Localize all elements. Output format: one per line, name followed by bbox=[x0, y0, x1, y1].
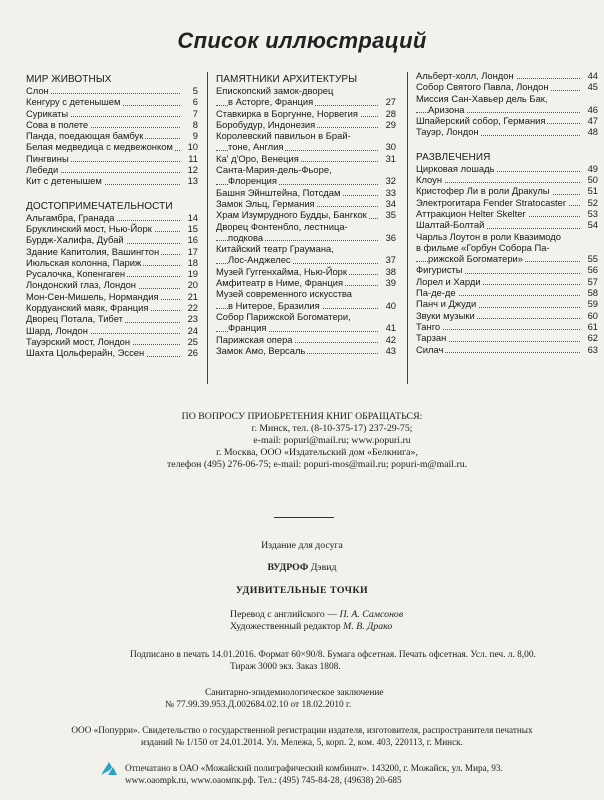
page-number: 14 bbox=[187, 211, 198, 223]
list-item bbox=[216, 119, 396, 130]
list-item-line bbox=[216, 153, 396, 164]
page-number: 45 bbox=[587, 81, 598, 93]
page-number: 29 bbox=[385, 118, 396, 130]
edition-label: Издание для досуга bbox=[261, 540, 343, 551]
list-item-line bbox=[26, 96, 198, 107]
list-item bbox=[216, 187, 396, 198]
page-number: 54 bbox=[587, 219, 598, 231]
list-item-text: Сурикаты bbox=[26, 107, 69, 119]
list-item-line bbox=[416, 287, 598, 298]
list-item-line bbox=[26, 164, 198, 175]
credits bbox=[230, 609, 590, 633]
page-number: 57 bbox=[587, 275, 598, 287]
page-number: 12 bbox=[187, 164, 198, 176]
page-number: 38 bbox=[385, 265, 396, 277]
list-item-text: Парижская опера bbox=[216, 333, 293, 345]
list-item-line bbox=[416, 163, 598, 174]
list-item-text: Дворец Потала, Тибет bbox=[26, 313, 123, 325]
page-number: 35 bbox=[385, 209, 396, 221]
list-item bbox=[216, 334, 396, 345]
list-item-text: в Асторге, Франция bbox=[228, 96, 314, 108]
page-number: 10 bbox=[187, 141, 198, 153]
print-line-2: Тираж 3000 экз. Заказ 1808. bbox=[230, 662, 341, 672]
list-item-line bbox=[416, 276, 598, 287]
page-number: 25 bbox=[187, 335, 198, 347]
list-item-text: Июльская колонна, Париж bbox=[26, 256, 142, 268]
list-item bbox=[416, 231, 598, 265]
list-item-line bbox=[416, 344, 598, 355]
page-number: 21 bbox=[187, 290, 198, 302]
list-item-text: Музей современного искусства bbox=[216, 288, 352, 300]
section-heading: РАЗВЛЕЧЕНИЯ bbox=[416, 151, 491, 163]
list-item-text: Шахта Цольферайн, Эссен bbox=[26, 347, 145, 359]
page-number: 50 bbox=[587, 174, 598, 186]
list-item bbox=[216, 164, 396, 187]
list-item-line bbox=[26, 336, 198, 347]
author bbox=[0, 562, 604, 574]
list-item bbox=[416, 70, 598, 81]
list-item-text: Чарльз Лоутон в роли Квазимодо bbox=[416, 230, 561, 242]
page-number: 40 bbox=[385, 299, 396, 311]
list-item bbox=[216, 153, 396, 164]
translation-label: Перевод с английского — bbox=[230, 609, 337, 620]
sanitary-line-1: Санитарно-эпидемиологическое заключение bbox=[205, 688, 384, 698]
page-number: 55 bbox=[587, 253, 598, 265]
list-item bbox=[416, 126, 598, 137]
list-item-text: Лондонский глаз, Лондон bbox=[26, 279, 136, 291]
section-architecture-cont bbox=[416, 70, 598, 138]
order-info bbox=[0, 411, 604, 471]
list-item-text: Флоренция bbox=[228, 175, 277, 187]
page-number: 43 bbox=[385, 344, 396, 356]
column-2 bbox=[216, 70, 396, 388]
list-item-text: Башня Эйнштейна, Потсдам bbox=[216, 186, 341, 198]
list-item bbox=[416, 185, 598, 196]
list-item-line bbox=[26, 268, 198, 279]
page-number: 33 bbox=[385, 186, 396, 198]
page-number: 16 bbox=[187, 234, 198, 246]
list-item-text: Бурдж-Халифа, Дубай bbox=[26, 234, 124, 246]
printer-line-2: www.oaompk.ru, www.оаомпк.рф. Тел.: (495) 745-84-28, (49638) 20-685 bbox=[125, 775, 402, 785]
list-item-line bbox=[416, 332, 598, 343]
page-number: 32 bbox=[385, 175, 396, 187]
list-item-line bbox=[416, 208, 598, 219]
list-item bbox=[26, 302, 198, 313]
list-item-text: Белая медведица с медвежонком bbox=[26, 141, 173, 153]
list-item-line bbox=[416, 104, 598, 115]
list-item bbox=[416, 219, 598, 230]
moscow-contact: г. Москва, ООО «Издательский дом «Белкнига», bbox=[216, 447, 418, 458]
list-item-line bbox=[26, 175, 198, 186]
page-number: 47 bbox=[587, 115, 598, 127]
list-item bbox=[216, 85, 396, 108]
list-item bbox=[216, 209, 396, 220]
list-item-line bbox=[416, 174, 598, 185]
list-item-text: Замок Эльц, Германия bbox=[216, 197, 315, 209]
list-item-text: Лос-Анджелес bbox=[228, 254, 291, 266]
list-item bbox=[26, 234, 198, 245]
list-item-text: Храм Изумрудного Будды, Бангкок bbox=[216, 209, 367, 221]
list-item-text: Китайский театр Граумана, bbox=[216, 243, 334, 255]
translation-credit bbox=[230, 609, 590, 621]
list-item-line bbox=[216, 187, 396, 198]
page-number: 5 bbox=[192, 85, 198, 96]
list-item-line bbox=[26, 291, 198, 302]
list-item-text: Панч и Джуди bbox=[416, 298, 477, 310]
editor: М. В. Драко bbox=[343, 621, 393, 632]
page-number: 6 bbox=[192, 96, 198, 108]
list-item-text: в фильме «Горбун Собора Па- bbox=[416, 241, 550, 253]
list-item-line bbox=[216, 209, 396, 220]
column-3 bbox=[416, 70, 598, 388]
list-item-text: Боробудур, Индонезия bbox=[216, 118, 316, 130]
list-item-line bbox=[26, 257, 198, 268]
list-item-line bbox=[26, 246, 198, 257]
divider bbox=[274, 517, 334, 518]
list-item-line bbox=[216, 198, 396, 209]
page-number: 22 bbox=[187, 302, 198, 314]
list-item-text: в Нитерое, Бразилия bbox=[228, 299, 320, 311]
page-number: 15 bbox=[187, 222, 198, 234]
page-number: 28 bbox=[385, 107, 396, 119]
list-item-text: Музей Гуггенхайма, Нью-Йорк bbox=[216, 265, 347, 277]
page-number: 13 bbox=[187, 175, 198, 187]
list-item-text: Пингвины bbox=[26, 152, 69, 164]
list-item-text: Ка' д'Оро, Венеция bbox=[216, 152, 299, 164]
page-number: 26 bbox=[187, 347, 198, 359]
book-title: УДИВИТЕЛЬНЫЕ ТОЧКИ bbox=[235, 585, 369, 596]
list-item bbox=[26, 313, 198, 324]
list-item-line bbox=[216, 334, 396, 345]
list-item-text: Цирковая лошадь bbox=[416, 162, 495, 174]
list-item bbox=[26, 336, 198, 347]
list-item bbox=[26, 279, 198, 290]
list-item-text: Здание Капитолия, Вашингтон bbox=[26, 245, 160, 257]
page-number: 8 bbox=[192, 118, 198, 130]
list-item-line bbox=[416, 310, 598, 321]
section-landmarks bbox=[26, 212, 198, 359]
list-item bbox=[26, 175, 198, 186]
list-item bbox=[216, 345, 396, 356]
list-item bbox=[416, 174, 598, 185]
list-item bbox=[416, 321, 598, 332]
section-heading: МИР ЖИВОТНЫХ bbox=[26, 74, 112, 85]
list-item-text: Собор Святого Павла, Лондон bbox=[416, 81, 549, 93]
list-item bbox=[26, 246, 198, 257]
list-item-text: Танго bbox=[416, 320, 441, 332]
page-number: 17 bbox=[187, 245, 198, 257]
list-item-text: Кит с детенышем bbox=[26, 175, 102, 187]
list-item bbox=[26, 96, 198, 107]
list-item bbox=[416, 163, 598, 174]
list-item-text: Бруклинский мост, Нью-Йорк bbox=[26, 222, 152, 234]
list-item-text: подкова bbox=[228, 231, 264, 243]
list-item-text: Фигуристы bbox=[416, 264, 463, 276]
list-item-line bbox=[216, 254, 396, 265]
list-item bbox=[26, 325, 198, 336]
minsk-contact: г. Минск, тел. (8-10-375-17) 237-29-75; bbox=[251, 423, 413, 434]
list-item-line bbox=[26, 141, 198, 152]
list-item-line bbox=[416, 321, 598, 332]
page-number: 39 bbox=[385, 277, 396, 289]
page-number: 9 bbox=[192, 130, 198, 142]
page-number: 53 bbox=[587, 207, 598, 219]
section-animals bbox=[26, 85, 198, 187]
list-item bbox=[216, 311, 396, 334]
page-number: 59 bbox=[587, 298, 598, 310]
list-item-line bbox=[26, 223, 198, 234]
list-item-text: Шалтай-Болтай bbox=[416, 219, 485, 231]
list-item bbox=[26, 130, 198, 141]
list-item-line bbox=[26, 119, 198, 130]
list-item-text: Тауэр, Лондон bbox=[416, 126, 479, 138]
list-item-line bbox=[216, 322, 396, 333]
list-item-line bbox=[216, 232, 396, 243]
list-item-text: Тарзан bbox=[416, 332, 447, 344]
list-item-line bbox=[26, 302, 198, 313]
list-item bbox=[416, 264, 598, 275]
page-number: 34 bbox=[385, 197, 396, 209]
list-item-line bbox=[416, 197, 598, 208]
page-number: 18 bbox=[187, 256, 198, 268]
list-item-line bbox=[216, 277, 396, 288]
page-title: Список иллюстраций bbox=[177, 28, 427, 53]
print-line-1: Подписано в печать 14.01.2016. Формат 60×90/8. Бумага офсетная. Печать офсетная. Усл. печ. л. 8,00. bbox=[130, 650, 536, 660]
list-item bbox=[416, 197, 598, 208]
list-item-line bbox=[26, 130, 198, 141]
list-item-line bbox=[216, 266, 396, 277]
list-item-line bbox=[26, 313, 198, 324]
print-info bbox=[130, 649, 600, 673]
list-item bbox=[216, 243, 396, 266]
list-item-text: Ставкирка в Боргунне, Норвегия bbox=[216, 107, 358, 119]
list-item-line bbox=[26, 347, 198, 358]
list-item-line bbox=[416, 115, 598, 126]
page-number: 56 bbox=[587, 264, 598, 276]
printer-logo-icon bbox=[100, 760, 118, 776]
list-item-text: тоне, Англия bbox=[228, 141, 284, 153]
page-number: 30 bbox=[385, 141, 396, 153]
list-item bbox=[26, 153, 198, 164]
list-item-line bbox=[416, 126, 598, 137]
list-item bbox=[26, 347, 198, 358]
list-item bbox=[416, 115, 598, 126]
list-item bbox=[416, 310, 598, 321]
page-number: 7 bbox=[192, 107, 198, 119]
list-item-text: Кристофер Ли в роли Дракулы bbox=[416, 185, 550, 197]
list-item bbox=[26, 108, 198, 119]
list-item bbox=[216, 266, 396, 277]
list-item-line bbox=[216, 345, 396, 356]
page-number: 42 bbox=[385, 333, 396, 345]
page-number: 31 bbox=[385, 152, 396, 164]
page-number: 58 bbox=[587, 287, 598, 299]
page-number: 49 bbox=[587, 162, 598, 174]
list-item bbox=[416, 208, 598, 219]
order-heading: ПО ВОПРОСУ ПРИОБРЕТЕНИЯ КНИГ ОБРАЩАТЬСЯ: bbox=[181, 411, 423, 422]
list-item-text: Замок Амо, Версаль bbox=[216, 344, 306, 356]
page-number: 11 bbox=[188, 152, 198, 164]
publisher-info bbox=[0, 724, 604, 748]
page-number: 19 bbox=[187, 268, 198, 280]
list-item-line bbox=[26, 153, 198, 164]
list-item bbox=[26, 257, 198, 268]
list-item bbox=[416, 81, 598, 92]
translator: П. А. Самсонов bbox=[339, 609, 404, 620]
list-item bbox=[216, 288, 396, 311]
list-item-text: Слон bbox=[26, 85, 49, 96]
list-item-text: Альгамбра, Гранада bbox=[26, 211, 115, 223]
list-item-line bbox=[416, 70, 598, 81]
list-item-text: Звуки музыки bbox=[416, 309, 475, 321]
list-item bbox=[216, 198, 396, 209]
list-item-text: Аризона bbox=[428, 103, 465, 115]
list-item-line bbox=[216, 141, 396, 152]
column-1 bbox=[26, 70, 198, 388]
printer-info bbox=[125, 762, 595, 786]
sanitary-line-2: № 77.99.39.953.Д.002684.02.10 от 18.02.2010 г. bbox=[165, 700, 352, 710]
author-lastname: ВУДРОФ bbox=[267, 562, 309, 573]
column-divider bbox=[207, 72, 208, 384]
list-item-line bbox=[26, 234, 198, 245]
minsk-web: e-mail: popuri@mail.ru; www.popuri.ru bbox=[253, 435, 411, 446]
section-heading: ДОСТОПРИМЕЧАТЕЛЬНОСТИ bbox=[26, 200, 173, 212]
list-item bbox=[26, 164, 198, 175]
list-item-line bbox=[216, 300, 396, 311]
list-item bbox=[216, 130, 396, 153]
page-number: 44 bbox=[587, 70, 598, 81]
list-item bbox=[26, 85, 198, 96]
page-number: 61 bbox=[587, 320, 598, 332]
list-item bbox=[26, 268, 198, 279]
list-item-text: Русалочка, Копенгаген bbox=[26, 268, 126, 280]
list-item bbox=[26, 223, 198, 234]
list-item-text: Дворец Фонтенбло, лестница- bbox=[216, 220, 348, 232]
list-item-line bbox=[26, 212, 198, 223]
list-item-text: Панда, поедающая бамбук bbox=[26, 130, 144, 142]
list-item-text: Франция bbox=[228, 322, 267, 334]
list-item-text: Кенгуру с детенышем bbox=[26, 96, 121, 108]
page-number: 27 bbox=[385, 96, 396, 108]
list-item-text: Лорел и Харди bbox=[416, 275, 481, 287]
list-item-text: Альберт-холл, Лондон bbox=[416, 70, 514, 81]
column-divider bbox=[407, 72, 408, 384]
list-item-text: рижской Богоматери» bbox=[428, 253, 523, 265]
page-number: 36 bbox=[385, 231, 396, 243]
list-item-text: Епископский замок-дворец bbox=[216, 85, 334, 96]
publisher-line-2: изданий № 1/150 от 24.01.2014. Ул. Мележа, 5, корп. 2, ком. 403, 220113, г. Минск. bbox=[141, 737, 463, 747]
page-number: 52 bbox=[587, 196, 598, 208]
page-number: 41 bbox=[385, 322, 396, 334]
page-number: 51 bbox=[587, 185, 598, 197]
list-item bbox=[216, 108, 396, 119]
list-item-text: Амфитеатр в Ниме, Франция bbox=[216, 277, 344, 289]
list-item-text: Па-де-де bbox=[416, 287, 456, 299]
illustrations-list bbox=[26, 70, 598, 388]
page-number: 48 bbox=[587, 126, 598, 138]
list-item-line bbox=[216, 119, 396, 130]
page-number: 62 bbox=[587, 332, 598, 344]
page-number: 46 bbox=[587, 103, 598, 115]
list-item bbox=[416, 344, 598, 355]
list-item-text: Собор Парижской Богоматери, bbox=[216, 310, 351, 322]
list-item-line bbox=[416, 264, 598, 275]
list-item bbox=[26, 141, 198, 152]
list-item-line bbox=[416, 185, 598, 196]
editor-credit bbox=[230, 621, 590, 633]
page-number: 37 bbox=[385, 254, 396, 266]
list-item-line bbox=[416, 219, 598, 230]
list-item bbox=[26, 291, 198, 302]
list-item-line bbox=[26, 279, 198, 290]
list-item-text: Силач bbox=[416, 343, 444, 355]
list-item-line bbox=[416, 298, 598, 309]
page-number: 20 bbox=[187, 279, 198, 291]
list-item-text: Лебеди bbox=[26, 164, 59, 176]
list-item bbox=[216, 277, 396, 288]
publisher-line-1: ООО «Попурри». Свидетельство о государственной регистрации издателя, изготовителя, распространителя печатных bbox=[71, 725, 533, 735]
list-item-line bbox=[216, 96, 396, 107]
page-number: 60 bbox=[587, 309, 598, 321]
list-item-text: Аттракцион Helter Skelter bbox=[416, 207, 526, 219]
list-item-text: Тауэрский мост, Лондон bbox=[26, 335, 131, 347]
list-item bbox=[416, 298, 598, 309]
list-item bbox=[416, 332, 598, 343]
moscow-phone: телефон (495) 276-06-75; e-mail: popuri-mos@mail.ru; popuri-m@mail.ru. bbox=[166, 459, 468, 470]
page-number: 24 bbox=[187, 324, 198, 336]
list-item-line bbox=[216, 175, 396, 186]
list-item-text: Мон-Сен-Мишель, Нормандия bbox=[26, 290, 159, 302]
list-item-line bbox=[416, 253, 598, 264]
section-heading: ПАМЯТНИКИ АРХИТЕКТУРЫ bbox=[216, 74, 358, 85]
author-firstname: Дэвид bbox=[310, 562, 337, 573]
sanitary-info bbox=[165, 687, 585, 711]
list-item bbox=[26, 119, 198, 130]
list-item-text: Кордуанский маяк, Франция bbox=[26, 302, 149, 314]
list-item-text: Королевский павильон в Брай- bbox=[216, 130, 351, 142]
list-item-line bbox=[216, 108, 396, 119]
list-item-line bbox=[26, 108, 198, 119]
list-item-line bbox=[26, 325, 198, 336]
list-item-text: Электрогитара Fender Stratocaster bbox=[416, 196, 566, 208]
list-item-line bbox=[26, 85, 198, 96]
list-item bbox=[416, 276, 598, 287]
list-item-line bbox=[416, 81, 598, 92]
list-item bbox=[216, 221, 396, 244]
list-item-text: Сова в полете bbox=[26, 118, 89, 130]
page-number: 63 bbox=[587, 343, 598, 355]
list-item-text: Санта-Мария-дель-Фьоре, bbox=[216, 164, 332, 176]
section-entertainment bbox=[416, 163, 598, 355]
editor-label: Художественный редактор bbox=[230, 621, 341, 632]
list-item-text: Шард, Лондон bbox=[26, 324, 88, 336]
list-item-text: Миссия Сан-Хавьер дель Бак, bbox=[416, 92, 548, 104]
list-item bbox=[26, 212, 198, 223]
printer-line-1: Отпечатано в ОАО «Можайский полиграфический комбинат». 143200, г. Можайск, ул. Мира, 93. bbox=[125, 763, 503, 773]
list-item-text: Шпайерский собор, Германия bbox=[416, 115, 546, 127]
page-number: 23 bbox=[187, 313, 198, 325]
list-item bbox=[416, 93, 598, 116]
list-item bbox=[416, 287, 598, 298]
section-architecture bbox=[216, 85, 396, 356]
list-item-text: Клоун bbox=[416, 174, 443, 186]
